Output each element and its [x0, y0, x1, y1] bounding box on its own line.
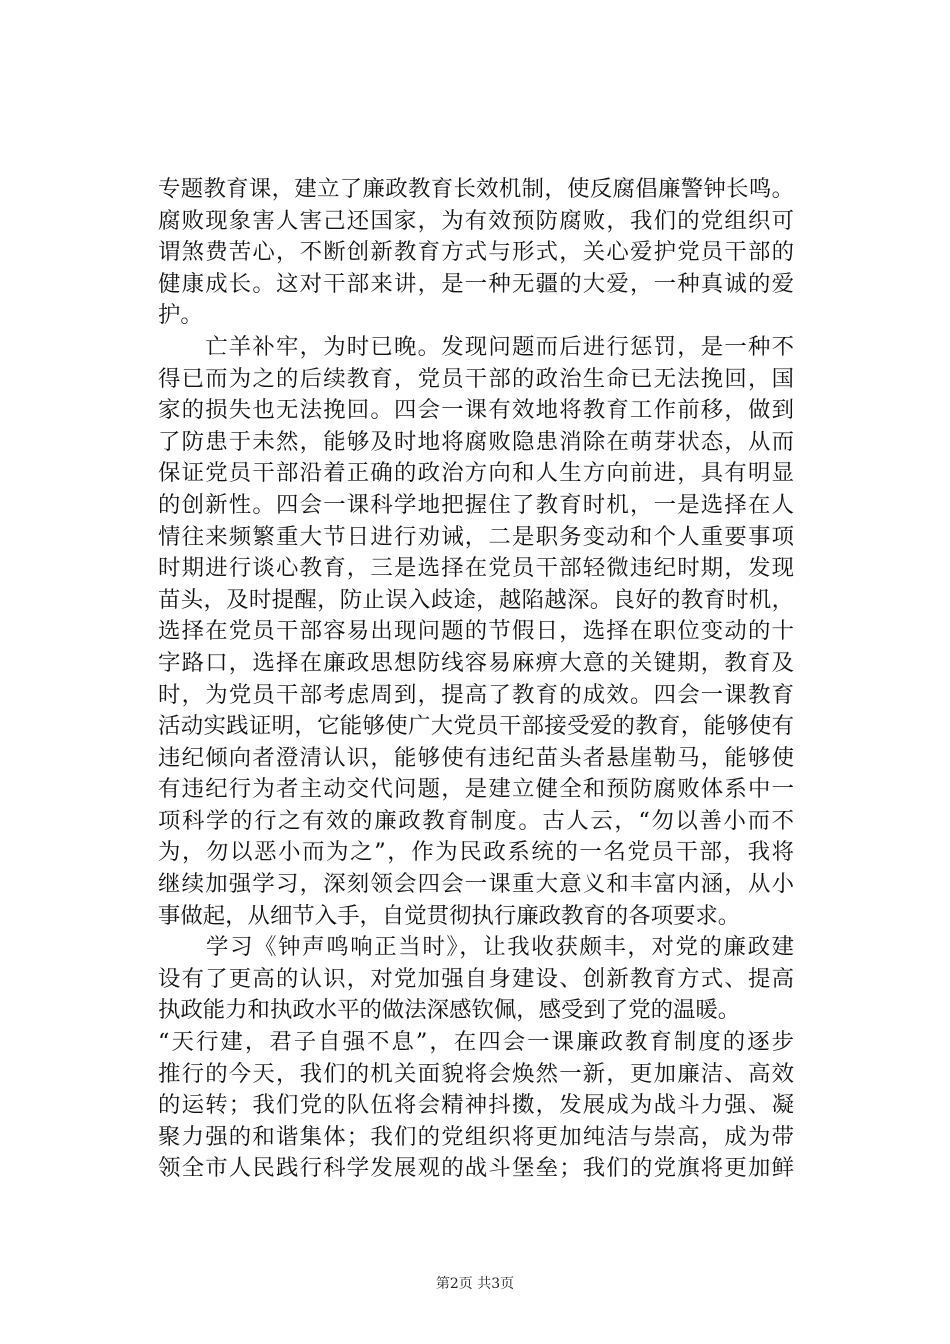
text-line: 继续加强学习，深刻领会四会一课重大意义和丰富内涵，从小 — [158, 871, 794, 898]
text-line: 亡羊补牢，为时已晚。发现问题而后进行惩罚，是一种不 — [158, 333, 794, 360]
text-line: 得已而为之的后续教育，党员干部的政治生命已无法挽回，国 — [158, 365, 794, 392]
text-line: 了防患于未然，能够及时地将腐败隐患消除在萌芽状态，从而 — [158, 428, 794, 455]
text-line: 时期进行谈心教育，三是选择在党员干部轻微违纪时期，发现 — [158, 555, 794, 582]
text-line: 有违纪行为者主动交代问题，是建立健全和预防腐败体系中一 — [158, 776, 794, 803]
text-line: 为，勿以恶小而为之”，作为民政系统的一名党员干部，我将 — [158, 839, 794, 866]
text-line: 情往来频繁重大节日进行劝诫，二是职务变动和个人重要事项 — [158, 523, 794, 550]
text-line: 家的损失也无法挽回。四会一课有效地将教育工作前移，做到 — [158, 397, 794, 424]
text-line: 的运转；我们党的队伍将会精神抖擞，发展成为战斗力强、凝 — [158, 1092, 794, 1119]
text-line: 苗头，及时提醒，防止误入歧途，越陷越深。良好的教育时机， — [158, 586, 794, 613]
text-line: 违纪倾向者澄清认识，能够使有违纪苗头者悬崖勒马，能够使 — [158, 744, 794, 771]
text-line: 执政能力和执政水平的做法深感钦佩，感受到了党的温暖。 — [158, 997, 741, 1024]
text-line: 设有了更高的认识，对党加强自身建设、创新教育方式、提高 — [158, 965, 794, 992]
document-body — [158, 174, 794, 1185]
text-line: 专题教育课，建立了廉政教育长效机制，使反腐倡廉警钟长鸣。 — [158, 176, 794, 202]
text-line: 保证党员干部沿着正确的政治方向和人生方向前进，具有明显 — [158, 460, 794, 487]
page-number-footer: 第2页 共3页 — [435, 1276, 515, 1292]
text-line: 推行的今天，我们的机关面貌将会焕然一新，更加廉洁、高效 — [158, 1060, 794, 1087]
text-line: 领全市人民践行科学发展观的战斗堡垒；我们的党旗将更加鲜 — [158, 1155, 794, 1182]
text-line: 腐败现象害人害己还国家，为有效预防腐败，我们的党组织可 — [158, 207, 794, 234]
text-line: 事做起，从细节入手，自觉贯彻执行廉政教育的各项要求。 — [158, 902, 741, 929]
text-line: 学习《钟声鸣响正当时》，让我收获颇丰，对党的廉政建 — [158, 934, 794, 961]
text-line: 健康成长。这对干部来讲，是一种无疆的大爱，一种真诚的爱 — [158, 270, 794, 297]
text-line: 谓煞费苦心，不断创新教育方式与形式，关心爱护党员干部的 — [158, 239, 794, 266]
text-line: 字路口，选择在廉政思想防线容易麻痹大意的关键期，教育及 — [158, 649, 794, 676]
text-line: 活动实践证明，它能够使广大党员干部接受爱的教育，能够使有 — [158, 713, 794, 740]
text-line: 选择在党员干部容易出现问题的节假日，选择在职位变动的十 — [158, 618, 794, 645]
text-line: 时，为党员干部考虑周到，提高了教育的成效。四会一课教育 — [158, 681, 794, 708]
text-line: 的创新性。四会一课科学地把握住了教育时机，一是选择在人 — [158, 491, 794, 518]
text-line: 聚力强的和谐集体；我们的党组织将更加纯洁与崇高，成为带 — [158, 1123, 794, 1150]
text-line: 项科学的行之有效的廉政教育制度。古人云，“勿以善小而不 — [158, 807, 794, 834]
text-line: “天行建，君子自强不息”，在四会一课廉政教育制度的逐步 — [158, 1029, 794, 1056]
text-line: 护。 — [158, 302, 203, 329]
